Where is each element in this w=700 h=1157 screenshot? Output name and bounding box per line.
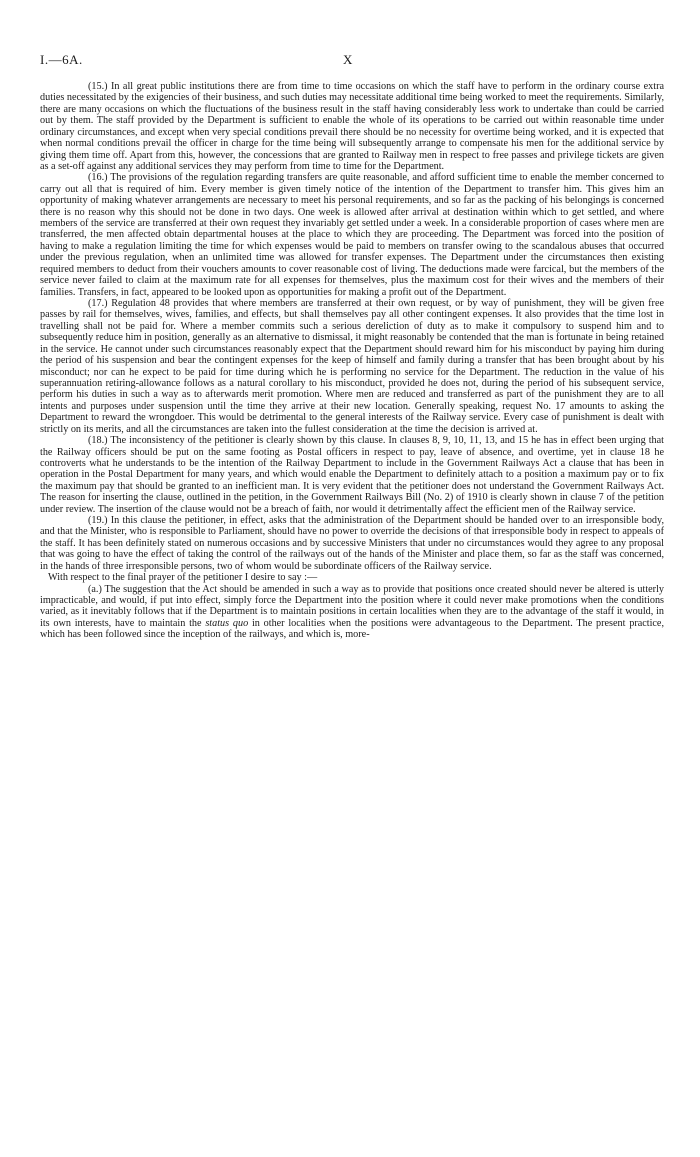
page-header [40,52,660,68]
prayer-item-a-text: (a.) The suggestion that the Act should be amended in such a way as to provide that positions once created should never be altered is utterly impracticable, and would, if put into effect, simply force the Department into the position where it could never make promotions when the conditions varied, as it inevitably follows that if the Department is to maintain positions in certain localities when they are to the advantage of the staff it would, in its own interests, have to maintain the [40,583,664,629]
paragraph-18: (18.) The inconsistency of the petitioner is clearly shown by this clause. In clauses 8, 9, 10, 11, 13, and 15 he has in effect been urging that the Railway officers should be put on the same footing as Postal officers in respect to pay, leave of absence, and overtime, yet in clause 18 he controverts what he understands to be the intention of the Railway Department to include in the Government Railways Act a clause that has been in operation in the Postal Department for many years, and which would enable the Department to definitely attach to a position a maximum pay or to fix the maximum pay that should be granted to an inefficient man. It is very evident that the petitioner does not understand the Government Railways Act. The reason for inserting the clause, outlined in the petition, in the Government Railways Bill (No. 2) of 1910 is clearly shown in clause 7 of the petition under review. The insertion of the clause would not be a breach of faith, nor would it detrimentally affect the efficient men of the Railway service. [40,435,664,515]
document-reference: I.—6A. [40,52,83,67]
prayer-intro: With respect to the final prayer of the petitioner I desire to say :— [48,572,318,584]
status-quo-italic: status quo [205,617,249,629]
body-text [40,81,664,641]
prayer-item-a [40,584,664,641]
paragraph-16: (16.) The provisions of the regulation regarding transfers are quite reasonable, and afford sufficient time to enable the member concerned to carry out all that is required of him. Every member is given timely notice of the intention of the Department to transfer him. This gives him an opportunity of making whatever arrangements are necessary to meet his personal requirements, and so far as the packing of his belongings is concerned there is no reason why this should not be done in two days. One week is allowed after arrival at destination within which to get settled, and where members of the service are transferred at their own request they invariably get settled under a week. In a considerable proportion of cases where men are transferred, the men affected obtain departmental houses at the place to which they are proceeding. The Department was forced into the position of having to make a regulation limiting the time for which expenses would be paid to members on transfer owing to the scandalous abuses that occurred under the previous regulation, when an unlimited time was allowed for transfer expenses. The Department under the circumstances then existing required members to deduct from their vouchers amounts to cover reasonable cost of living. The deductions made were farcical, but the members of the service never failed to claim at the maximum rate for all expenses for themselves, plus the maximum cost for their wives and the members of their families. Transfers, in fact, appeared to be looked upon as opportunities for making a profit out of the Department. [40,172,664,298]
paragraph-19: (19.) In this clause the petitioner, in effect, asks that the administration of the Department should be handed over to an irresponsible body, and that the Minister, who is responsible to Parliament, should have no power to override the decisions of that irresponsible body in respect to appeals of the staff. It has been definitely stated on numerous occasions and by successive Ministers that under no circumstances would they agree to any proposal that was going to have the effect of taking the control of the railways out of the hands of the Minister and place them, so far as the staff was concerned, in the hands of three irresponsible persons, two of whom would be subordinate officers of the Railway service. [40,515,664,572]
prayer-item-a-continuation: in other localities when the positions were advantageous to the Department. The present practice, which has been followed since the inception of the railways, and which is, more- [40,617,665,641]
paragraph-15: (15.) In all great public institutions there are from time to time occasions on which the staff have to perform in the ordinary course extra duties necessitated by the exigencies of their business, and such duties may necessitate additional time being worked to meet the requirements. Similarly, there are many occasions on which the fluctuations of the business result in the staff having considerably less work to undertake than could be carried out by them. The staff provided by the Department is sufficient to enable the whole of its operations to be carried out within reasonable time under ordinary circumstances, and except when very special conditions prevail there should be no necessity for overtime being worked, and it is expected that when normal conditions prevail the officer in charge for the time being will subsequently arrange to compensate his men for the additional service by giving them time off. Apart from this, however, the concessions that are granted to Railway men in respect to free passes and privilege tickets are given as a set-off against any additional services they may perform from time to time for the Department. [40,81,665,172]
paragraph-17: (17.) Regulation 48 provides that where members are transferred at their own request, or by way of punishment, they will be given free passes by rail for themselves, wives, families, and effects, but shall themselves pay all other contingent expenses. It also provides that the time lost in travelling shall not be paid for. Where a member commits such a serious dereliction of duty as to make it compulsory to suspend him and to subsequently reduce him in position, generally as an alternative to dismissal, it might reasonably be contended that the man is fortunate in being retained in the service. He cannot under such circumstances reasonably expect that the Department should reward him for his misconduct by paying him during the period of his suspension and bear the contingent expenses for the keep of himself and family during a transfer that has been brought about by his misconduct; nor can he expect to be paid for time during which he is performing no service for the Department. The reduction in the value of his superannuation retiring-allowance follows as a natural corollary to his misconduct, provided he does not, during the period of his subsequent service, perform his duties in such a way as to afterwards merit promotion. Where men are reduced and transferred as part of the punishment they are to all intents and purposes under suspension until the time they arrive at their new location. Generally speaking, request No. 17 amounts to asking the Department to reward the wrongdoer. This would be detrimental to the general interests of the Railway service. Every case of punishment is dealt with strictly on its merits, and all the circumstances are taken into the fullest consideration at the time the decision is arrived at. [40,298,664,435]
page-number: X [343,52,353,67]
